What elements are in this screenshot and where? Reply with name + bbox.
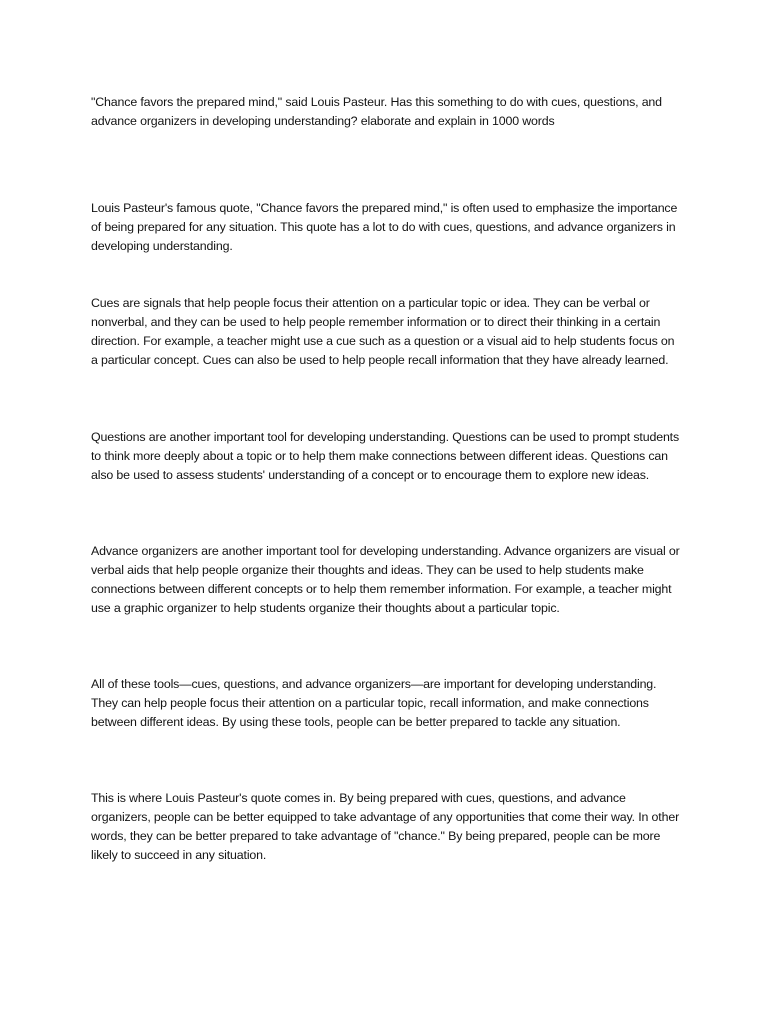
question-prompt: "Chance favors the prepared mind," said Louis Pasteur. Has this something to do with cues, questions, and advance organizers in developing understanding? elaborate and explain in 1000 words	[91, 95, 662, 128]
paragraph-intro: Louis Pasteur's famous quote, "Chance favors the prepared mind," is often used to emphasize the importance of being prepared for any situation. This quote has a lot to do with cues, questions, and advance organizers in developing understanding.	[91, 201, 678, 253]
paragraph-questions: Questions are another important tool for developing understanding. Questions can be used to prompt students to think more deeply about a topic or to help them make connections between different ideas. Questions can also be used to assess students' understanding of a concept or to encourage them to explore new ideas.	[91, 430, 680, 482]
paragraph-conclusion: This is where Louis Pasteur's quote comes in. By being prepared with cues, questions, and advance organizers, people can be better equipped to take advantage of any opportunities that come their way. In other words, they can be better prepared to take advantage of "chance." By being prepared, people can be more likely to succeed in any situation.	[91, 791, 680, 862]
paragraph-advance-organizers: Advance organizers are another important tool for developing understanding. Advance organizers are visual or verbal aids that help people organize their thoughts and ideas. They can be used to help students make connections between different concepts or to help them remember information. For example, a teacher might use a graphic organizer to help students organize their thoughts about a particular topic.	[91, 544, 680, 615]
paragraph-all-tools: All of these tools—cues, questions, and advance organizers—are important for developing understanding. They can help people focus their attention on a particular topic, recall information, and make connections between different ideas. By using these tools, people can be better prepared to tackle any situation.	[91, 677, 657, 729]
paragraph-cues: Cues are signals that help people focus their attention on a particular topic or idea. They can be verbal or nonverbal, and they can be used to help people remember information or to direct their thinking in a certain direction. For example, a teacher might use a cue such as a question or a visual aid to help students focus on a particular concept. Cues can also be used to help people recall information that they have already learned.	[91, 296, 675, 367]
